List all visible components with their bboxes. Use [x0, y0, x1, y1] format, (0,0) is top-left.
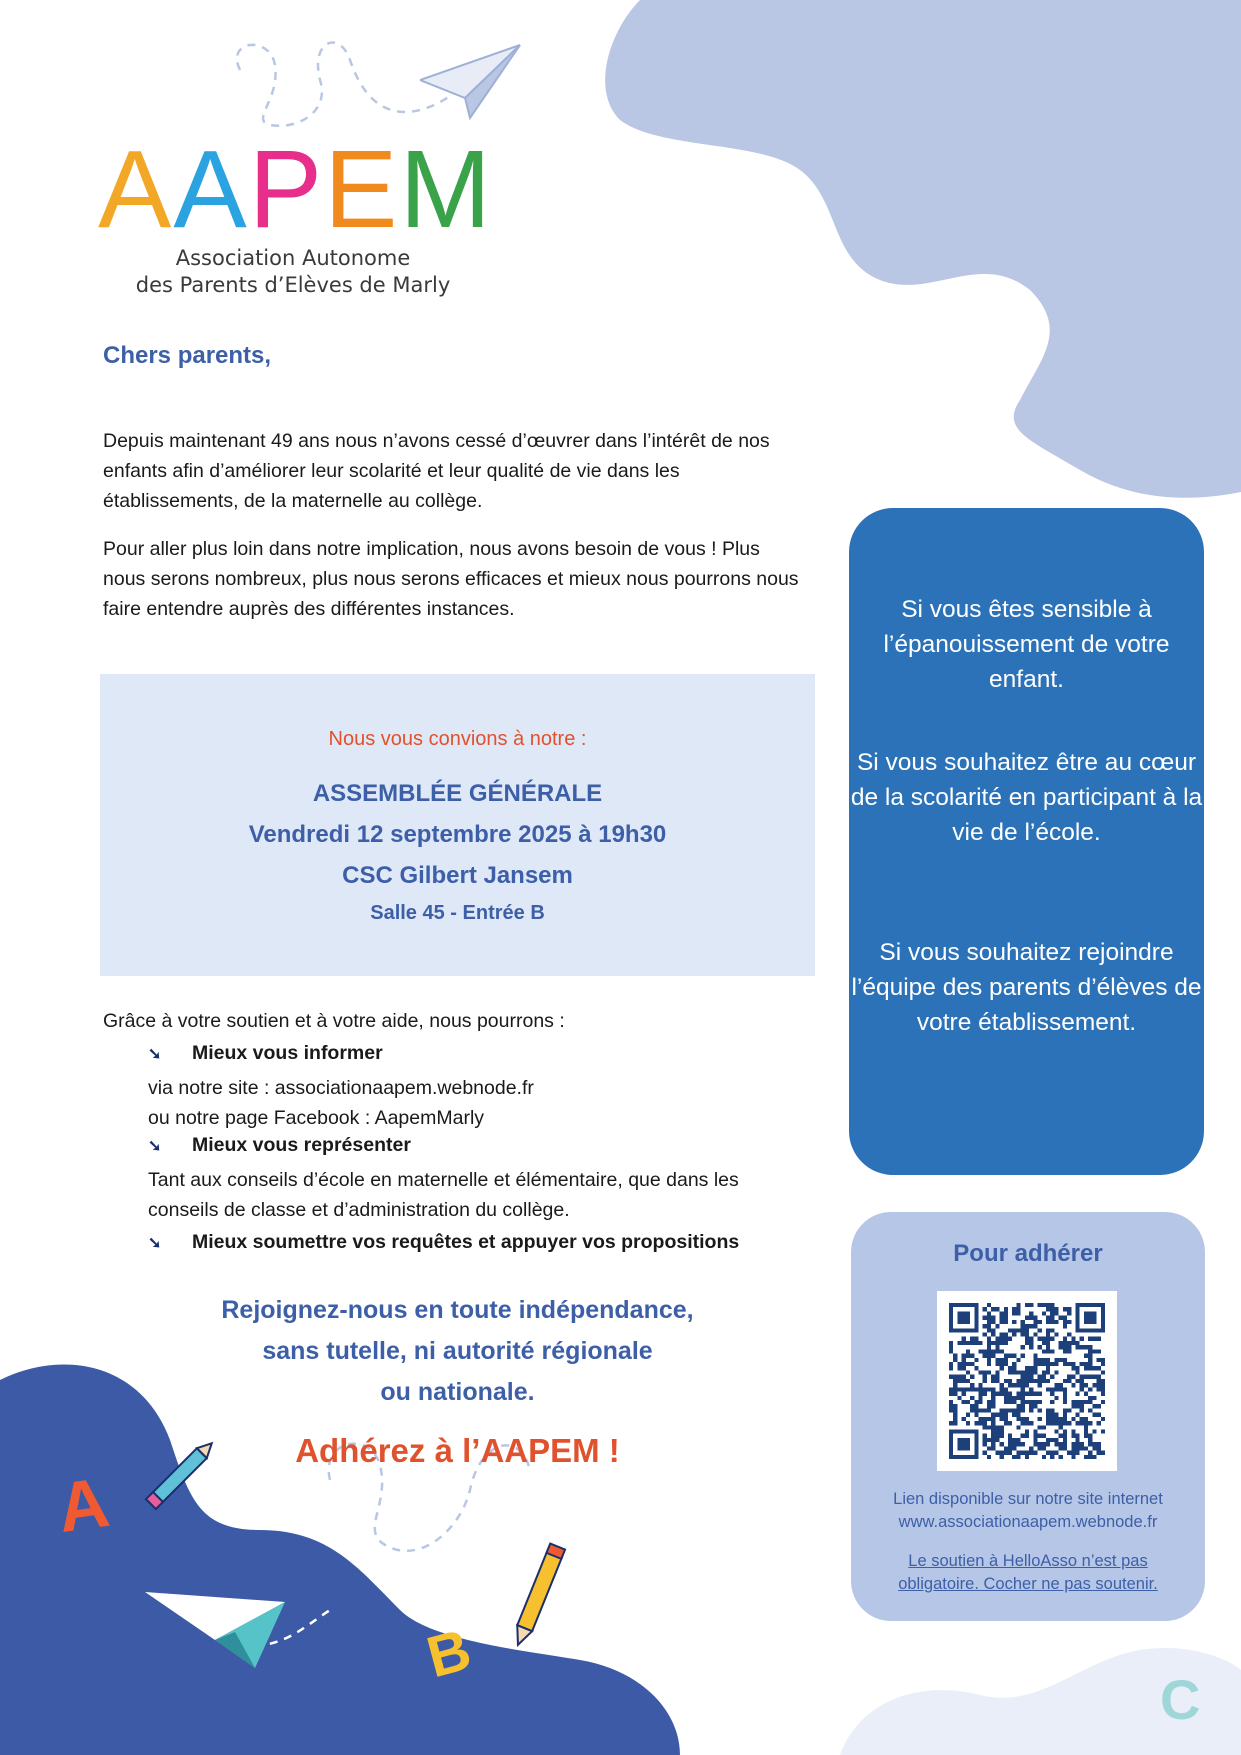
logo-letter: A [173, 128, 249, 251]
qr-code-icon [949, 1303, 1105, 1459]
join-panel-title: Pour adhérer [953, 1240, 1103, 1267]
letter-c-decoration: C [1160, 1668, 1201, 1731]
arrow-down-right-icon: ➘ [148, 1046, 162, 1063]
join-link-info-line: Lien disponible sur notre site internet [893, 1490, 1163, 1508]
info-block: Si vous souhaitez être au cœur de la scolarité en participant à la vie de l’école. [850, 749, 1203, 846]
join-link-info [851, 1488, 1205, 1534]
paper-plane-icon [420, 40, 530, 120]
logo-letter: A [98, 128, 174, 251]
info-panel [849, 508, 1204, 1175]
logo-subtitle-line2: des Parents d’Elèves de Marly [135, 273, 451, 297]
invitation-intro: Nous vous convions à notre : [328, 728, 587, 750]
invitation-title: ASSEMBLÉE GÉNÉRALE [312, 780, 603, 807]
join-panel [851, 1212, 1205, 1621]
support-item [148, 1231, 739, 1254]
salutation-heading: Chers parents, [103, 342, 272, 369]
support-item-title: Mieux vous représenter [192, 1134, 411, 1156]
logo-letter: E [324, 128, 400, 251]
aapem-logo [98, 128, 498, 297]
support-item-details [148, 1165, 808, 1225]
pencil-icon [490, 1540, 580, 1660]
paper-plane-icon [145, 1580, 295, 1670]
qr-code[interactable] [937, 1291, 1117, 1471]
logo-subtitle-line1: Association Autonome [175, 246, 411, 270]
support-item [148, 1042, 383, 1065]
arrow-down-right-icon: ➘ [148, 1235, 162, 1252]
info-block: Si vous souhaitez rejoindre l’équipe des parents d’élèves de votre établissement. [851, 939, 1202, 1036]
support-item-line: ou notre page Facebook : AapemMarly [148, 1107, 485, 1129]
support-item-details [148, 1073, 808, 1133]
disclaimer-line: obligatoire. Cocher ne pas soutenir. [898, 1575, 1158, 1593]
join-call-line: ou nationale. [380, 1378, 535, 1406]
support-item-line: via notre site : associationaapem.webnode.fr [148, 1077, 534, 1099]
logo-letter: M [399, 128, 494, 251]
logo-letter: P [248, 128, 325, 251]
intro-paragraph: Depuis maintenant 49 ans nous n’avons cessé d’œuvrer dans l’intérêt de nos enfants afin d’améliorer leur scolarité et leur qualité de vie dans les établissements, de la maternelle au collège. [103, 430, 770, 512]
invitation-date: Vendredi 12 septembre 2025 à 19h30 [248, 821, 667, 848]
info-block: Si vous êtes sensible à l’épanouissement de votre enfant. [883, 596, 1170, 693]
support-item-line: Tant aux conseils d’école en maternelle et élémentaire, que dans les conseils de classe et d’administration du collège. [148, 1169, 739, 1221]
arrow-down-right-icon: ➘ [148, 1138, 162, 1155]
invitation-place: CSC Gilbert Jansem [342, 862, 573, 889]
join-call-line: Rejoignez-nous en toute indépendance, [221, 1296, 694, 1324]
adhere-call: Adhérez à l’AAPEM ! [295, 1432, 620, 1469]
join-call-line: sans tutelle, ni autorité régionale [262, 1337, 653, 1365]
letter-a-decoration: A [52, 1462, 114, 1548]
helloasso-disclaimer-link[interactable] [851, 1550, 1205, 1596]
join-link-url[interactable]: www.associationaapem.webnode.fr [898, 1513, 1158, 1531]
intro-paragraph: Pour aller plus loin dans notre implication, nous avons besoin de vous ! Plus nous serons nombreux, plus nous serons efficaces et mieux nous pourrons nous faire entendre auprès des différentes instances. [103, 538, 799, 620]
support-item-title: Mieux soumettre vos requêtes et appuyer vos propositions [192, 1231, 740, 1253]
disclaimer-line: Le soutien à HelloAsso n’est pas [908, 1552, 1148, 1570]
support-item-title: Mieux vous informer [192, 1042, 383, 1064]
support-intro: Grâce à votre soutien et à votre aide, nous pourrons : [103, 1010, 565, 1032]
logo-letters [98, 128, 498, 251]
letter-b-decoration: B [420, 1616, 478, 1691]
invitation-room: Salle 45 - Entrée B [370, 902, 545, 924]
support-item [148, 1134, 411, 1157]
invitation-box [100, 674, 815, 976]
